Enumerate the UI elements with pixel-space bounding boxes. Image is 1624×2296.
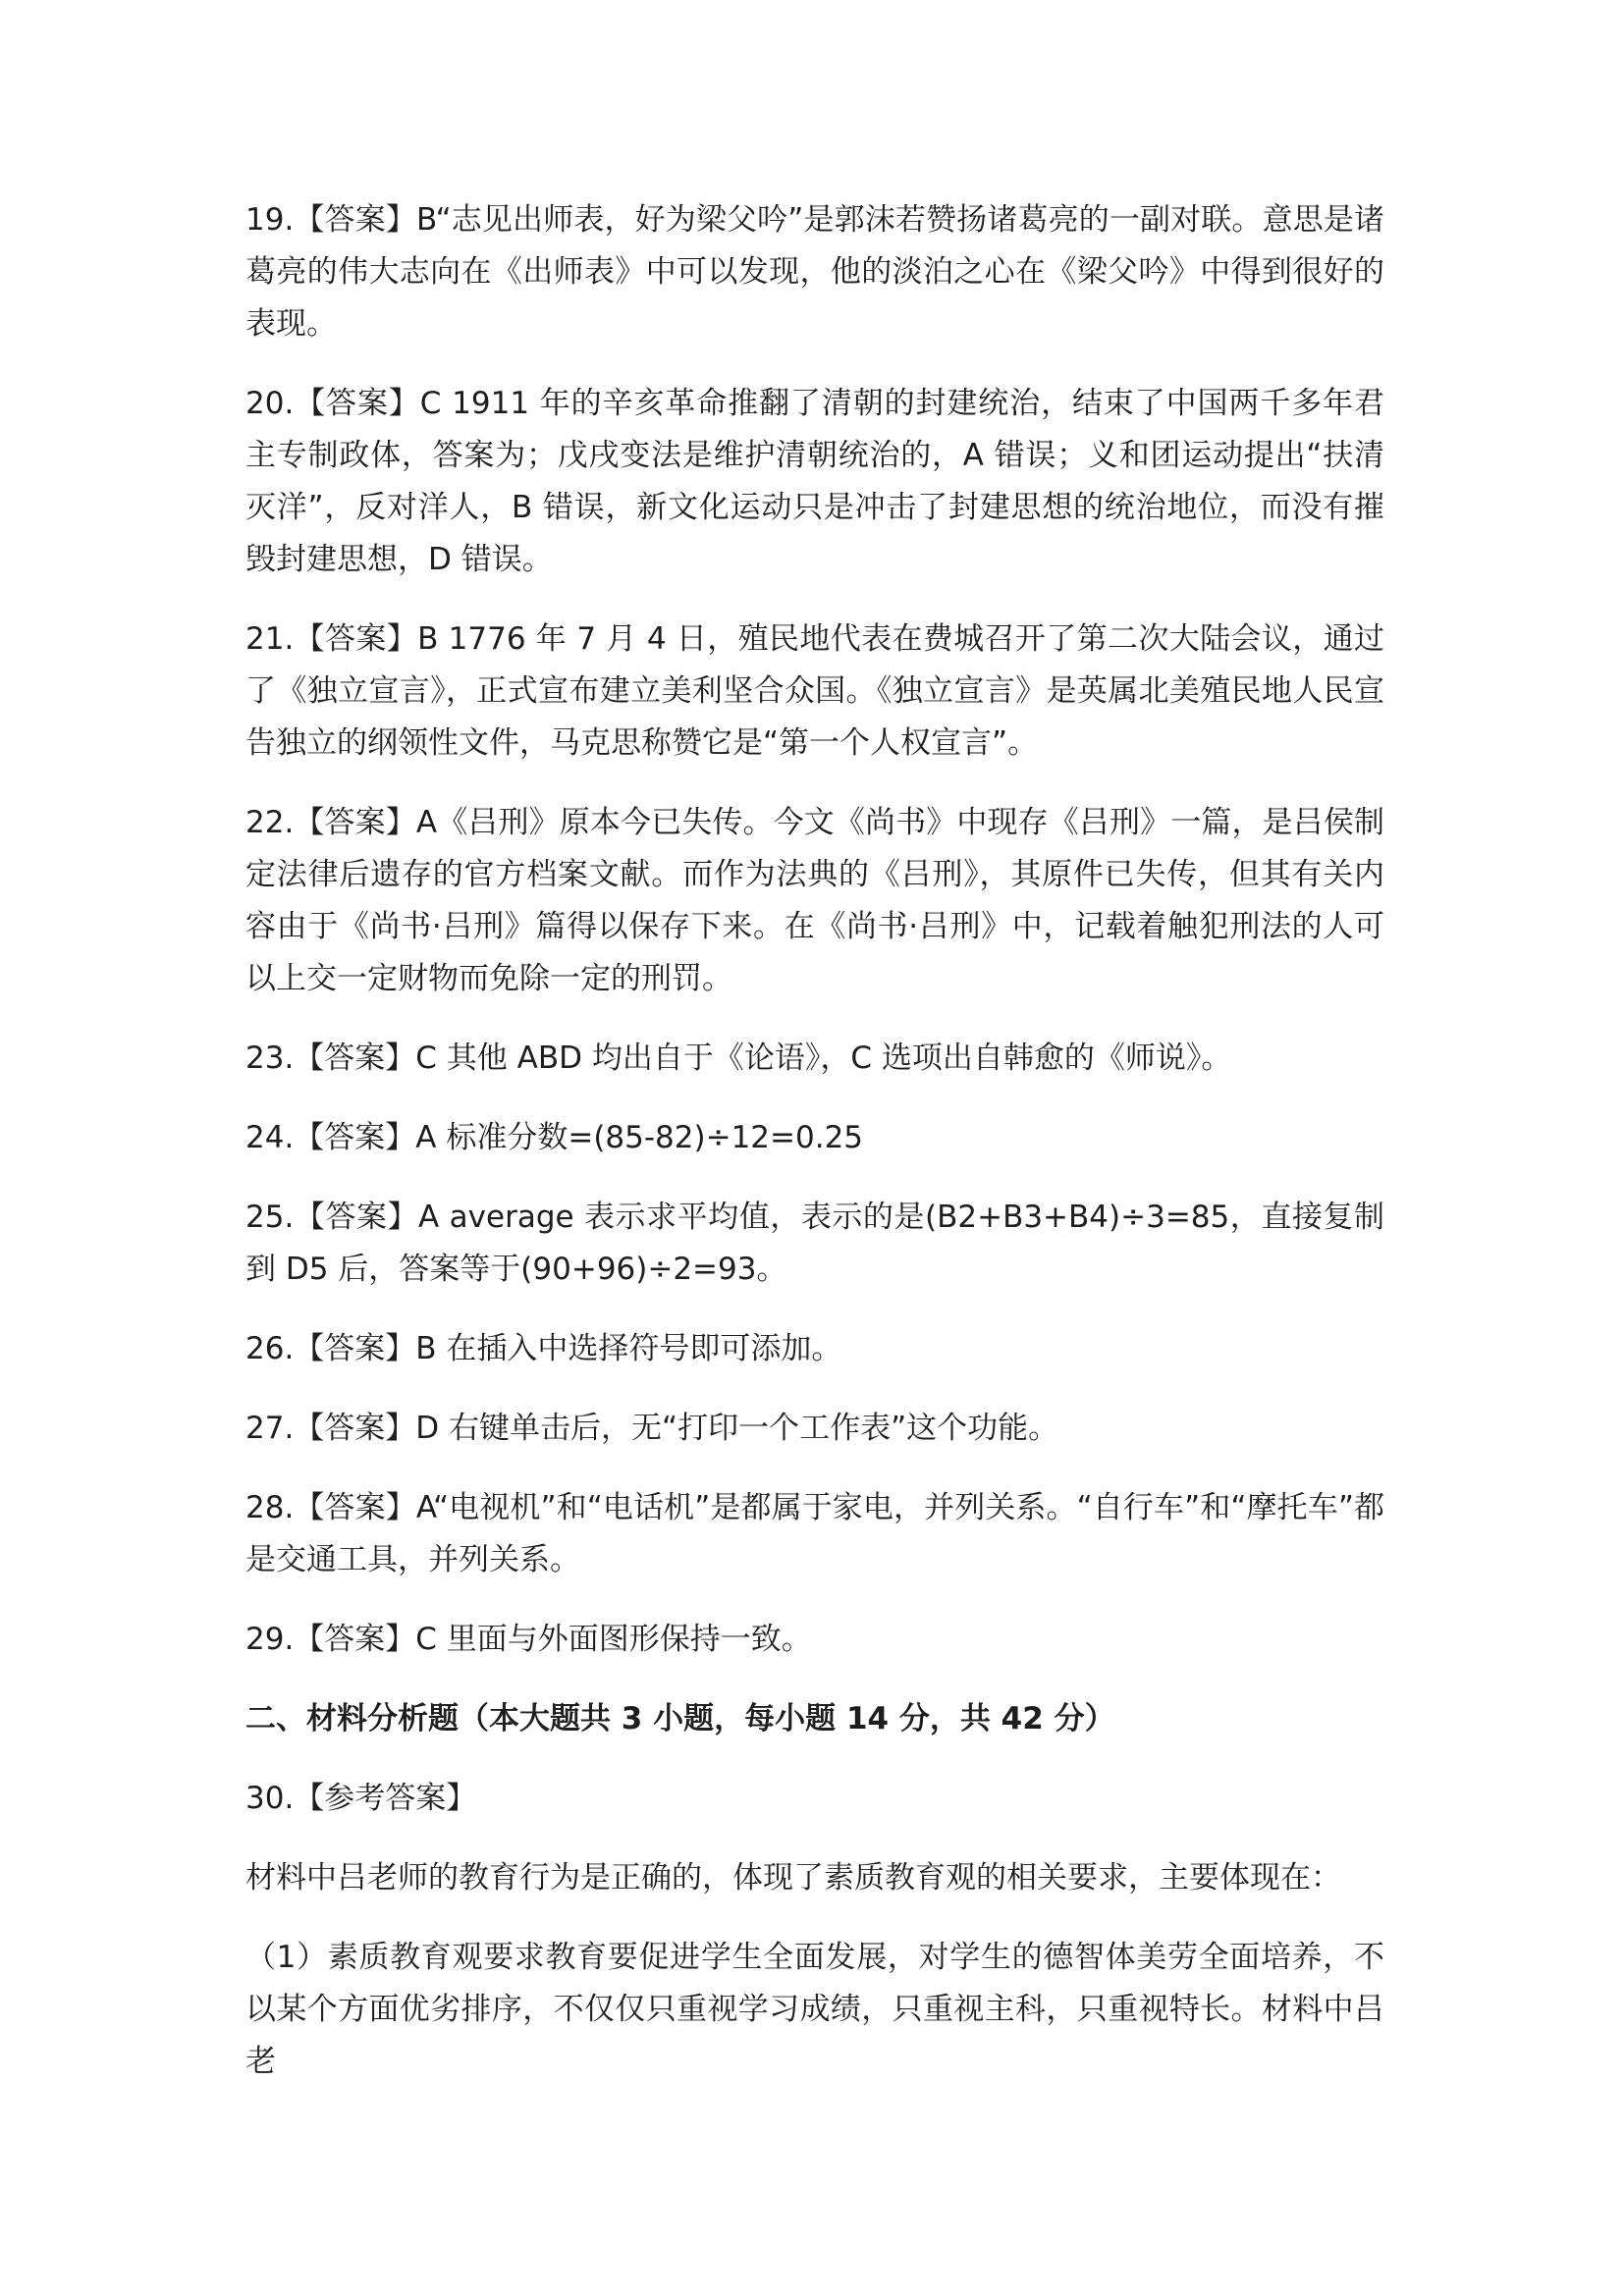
answer-22: 22.【答案】A《吕刑》原本今已失传。今文《尚书》中现存《吕刑》一篇，是吕侯制定法律后遗存的官方档案文献。而作为法典的《吕刑》，其原件已失传，但其有关内容由于《尚书·吕刑》篇得以保存下来。在《尚书·吕刑》中，记载着触犯刑法的人可以上交一定财物而免除一定的刑罚。 (245, 805, 1384, 996)
document-page (245, 194, 1384, 2115)
question-30-point-1: （1）素质教育观要求教育要促进学生全面发展，对学生的德智体美劳全面培养，不以某个方面优劣排序，不仅仅只重视学习成绩，只重视主科，只重视特长。材料中吕老 (245, 1940, 1384, 2079)
answer-20: 20.【答案】C 1911 年的辛亥革命推翻了清朝的封建统治，结束了中国两千多年君主专制政体，答案为；戊戌变法是维护清朝统治的，A 错误；义和团运动提出“扶清灭洋”，反对洋人，B 错误，新文化运动只是冲击了封建思想的统治地位，而没有摧毁封建思想，D 错误。 (245, 386, 1384, 577)
question-30-label: 30.【参考答案】 (245, 1781, 477, 1816)
answer-25: 25.【答案】A average 表示求平均值，表示的是(B2+B3+B4)÷3=85，直接复制到 D5 后，答案等于(90+96)÷2=93。 (245, 1200, 1384, 1287)
answer-29: 29.【答案】C 里面与外面图形保持一致。 (245, 1622, 812, 1657)
section-heading: 二、材料分析题（本大题共 3 小题，每小题 14 分，共 42 分） (245, 1701, 1115, 1736)
answer-19: 19.【答案】B“志见出师表，好为梁父吟”是郭沫若赞扬诸葛亮的一副对联。意思是诸葛亮的伟大志向在《出师表》中可以发现，他的淡泊之心在《梁父吟》中得到很好的表现。 (245, 202, 1384, 342)
answer-26: 26.【答案】B 在插入中选择符号即可添加。 (245, 1331, 842, 1366)
answer-23: 23.【答案】C 其他 ABD 均出自于《论语》，C 选项出自韩愈的《师说》。 (245, 1041, 1232, 1076)
answer-24: 24.【答案】A 标准分数=(85-82)÷12=0.25 (245, 1120, 864, 1155)
answer-21: 21.【答案】B 1776 年 7 月 4 日，殖民地代表在费城召开了第二次大陆会议，通过了《独立宣言》，正式宣布建立美利坚合众国。《独立宣言》是英属北美殖民地人民宣告独立的纲领性文件，马克思称赞它是“第一个人权宣言”。 (245, 621, 1384, 761)
answer-27: 27.【答案】D 右键单击后，无“打印一个工作表”这个功能。 (245, 1411, 1059, 1446)
question-30-intro: 材料中吕老师的教育行为是正确的，体现了素质教育观的相关要求，主要体现在： (245, 1860, 1341, 1896)
answer-28: 28.【答案】A“电视机”和“电话机”是都属于家电，并列关系。“自行车”和“摩托车”都是交通工具，并列关系。 (245, 1490, 1384, 1577)
